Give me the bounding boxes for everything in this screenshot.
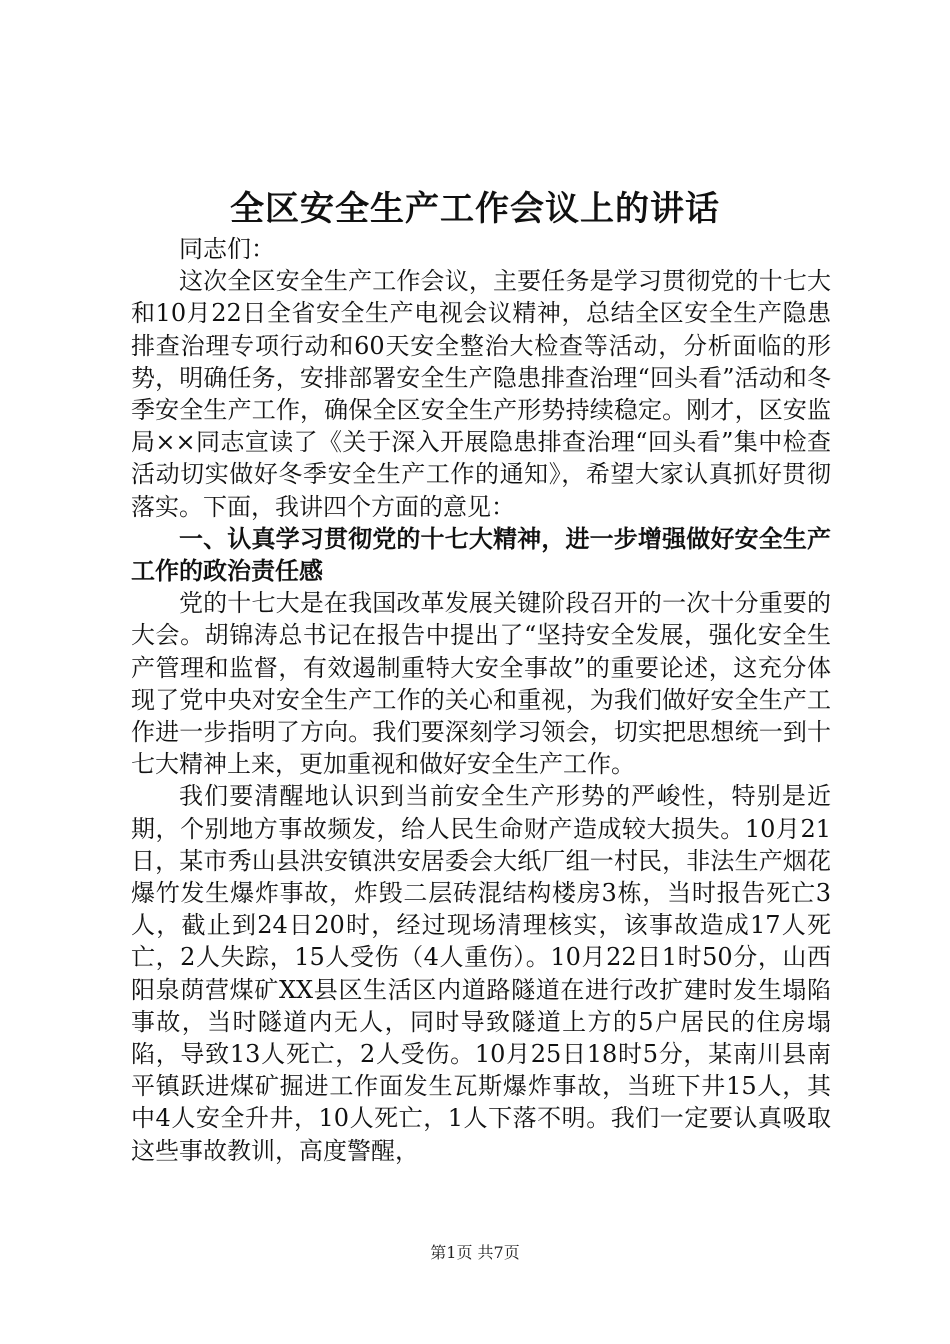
document-body (131, 233, 831, 1167)
document-title: 全区安全生产工作会议上的讲话 (230, 189, 720, 229)
intro-paragraph: 这次全区安全生产工作会议，主要任务是学习贯彻党的十七大和10月22日全省安全生产电视会议精神，总结全区安全生产隐患排查治理专项行动和60天安全整治大检查等活动，分析面临的形势，明确任务，安排部署安全生产隐患排查治理“回头看”活动和冬季安全生产工作，确保全区安全生产形势持续稳定。刚才，区安监局××同志宣读了《关于深入开展隐患排查治理“回头看”集中检查活动切实做好冬季安全生产工作的通知》，希望大家认真抓好贯彻落实。下面，我讲四个方面的意见： (131, 267, 831, 521)
body-paragraph: 党的十七大是在我国改革发展关键阶段召开的一次十分重要的大会。胡锦涛总书记在报告中提出了“坚持安全发展，强化安全生产管理和监督，有效遏制重特大安全事故”的重要论述，这充分体现了党中央对安全生产工作的关心和重视，为我们做好安全生产工作进一步指明了方向。我们要深刻学习领会，切实把思想统一到十七大精神上来，更加重视和做好安全生产工作。 (131, 589, 831, 779)
body-paragraph: 我们要清醒地认识到当前安全生产形势的严峻性，特别是近期，个别地方事故频发，给人民生命财产造成较大损失。10月21日，某市秀山县洪安镇洪安居委会大纸厂组一村民，非法生产烟花爆竹发生爆炸事故，炸毁二层砖混结构楼房3栋，当时报告死亡3人，截止到24日20时，经过现场清理核实，该事故造成17人死亡，2人失踪，15人受伤（4人重伤）。10月22日1时50分，山西阳泉荫营煤矿XX县区生活区内道路隧道在进行改扩建时发生塌陷事故，当时隧道内无人，同时导致隧道上方的5户居民的住房塌陷，导致13人死亡，2人受伤。10月25日18时5分，某南川县南平镇跃进煤矿掘进工作面发生瓦斯爆炸事故，当班下井15人，其中4人安全升井，10人死亡，1人下落不明。我们一定要认真吸取这些事故教训，高度警醒， (131, 782, 831, 1165)
section-heading: 一、认真学习贯彻党的十七大精神，进一步增强做好安全生产工作的政治责任感 (131, 524, 831, 586)
page-number-footer: 第1页 共7页 (430, 1243, 520, 1262)
salutation: 同志们： (179, 235, 275, 263)
